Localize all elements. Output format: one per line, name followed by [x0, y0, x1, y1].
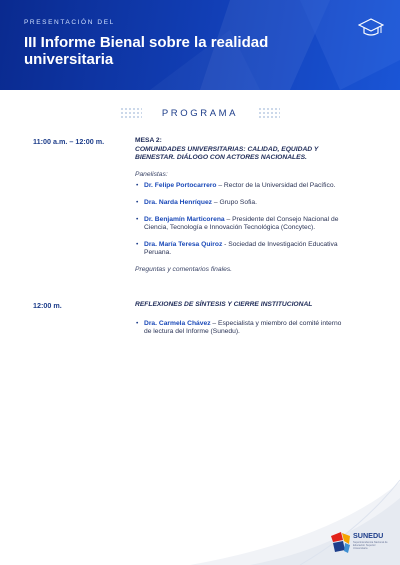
panelist-name: Dra. Carmela Chávez — [144, 319, 211, 327]
dot-pattern-left — [120, 107, 142, 119]
list-item: • Dra. Narda Henríquez – Grupo Sofia. — [136, 198, 257, 206]
header-eyebrow: PRESENTACIÓN DEL — [24, 19, 115, 26]
session-heading: REFLEXIONES DE SÍNTESIS Y CIERRE INSTITUCIONAL — [135, 301, 313, 308]
list-item: • Dr. Felipe Portocarrero – Rector de la Universidad del Pacífico. — [136, 182, 336, 190]
header-banner — [0, 0, 400, 90]
closing-note: Preguntas y comentarios finales. — [135, 265, 233, 273]
panelist-list — [135, 320, 350, 337]
panelist-role: - Sociedad de Investigación Educativa Peruana. — [144, 240, 338, 257]
panel-label: Panelistas: — [135, 170, 168, 178]
panelist-role: – Especialista y miembro del comité interno de lectura del Informe (Sunedu). — [144, 319, 342, 336]
page-title: III Informe Bienal sobre la realidad universitaria — [24, 34, 269, 68]
section-heading — [0, 106, 400, 120]
panelist-name: Dr. Felipe Portocarrero — [144, 182, 217, 190]
logo-tagline: Superintendencia Nacional de Educación Superior Universitaria — [353, 541, 388, 550]
panelist-list — [135, 182, 350, 258]
session-time: 12:00 m. — [33, 301, 62, 310]
section-title: PROGRAMA — [161, 107, 239, 119]
mesa-label: MESA 2: — [135, 137, 162, 144]
dot-pattern-right — [258, 107, 280, 119]
session-block — [135, 301, 350, 345]
panelist-name: Dr. Benjamín Marticorena — [144, 215, 225, 223]
mesa-heading — [135, 137, 350, 163]
panelist-role: – Rector de la Universidad del Pacífico. — [216, 182, 336, 190]
session-block — [135, 137, 350, 275]
logo-text: SUNEDU — [353, 531, 384, 540]
list-item: • Dra. María Teresa Quiroz - Sociedad de Investigación Educativa Peruana. — [136, 240, 338, 257]
list-item: • Dra. Carmela Chávez – Especialista y miembro del comité interno de lectura del Informe (Sunedu). — [136, 319, 342, 336]
panelist-role: – Presidente del Consejo Nacional de Ciencia, Tecnología e Innovación Tecnológica (Concytec). — [144, 215, 339, 232]
panelist-name: Dra. María Teresa Quiroz — [144, 240, 223, 248]
panelist-role: – Grupo Sofia. — [212, 198, 257, 206]
graduation-cap-icon — [358, 17, 384, 39]
mesa-title: COMUNIDADES UNIVERSITARIAS: CALIDAD, EQUIDAD Y BIENESTAR. DIÁLOGO CON ACTORES NACIONALES. — [135, 145, 319, 162]
list-item: • Dr. Benjamín Marticorena – Presidente del Consejo Nacional de Ciencia, Tecnología e Innovación Tecnológica (Concytec). — [136, 215, 339, 232]
panelist-name: Dra. Narda Henríquez — [144, 198, 213, 206]
session-time: 11:00 a.m. – 12:00 m. — [33, 137, 105, 146]
